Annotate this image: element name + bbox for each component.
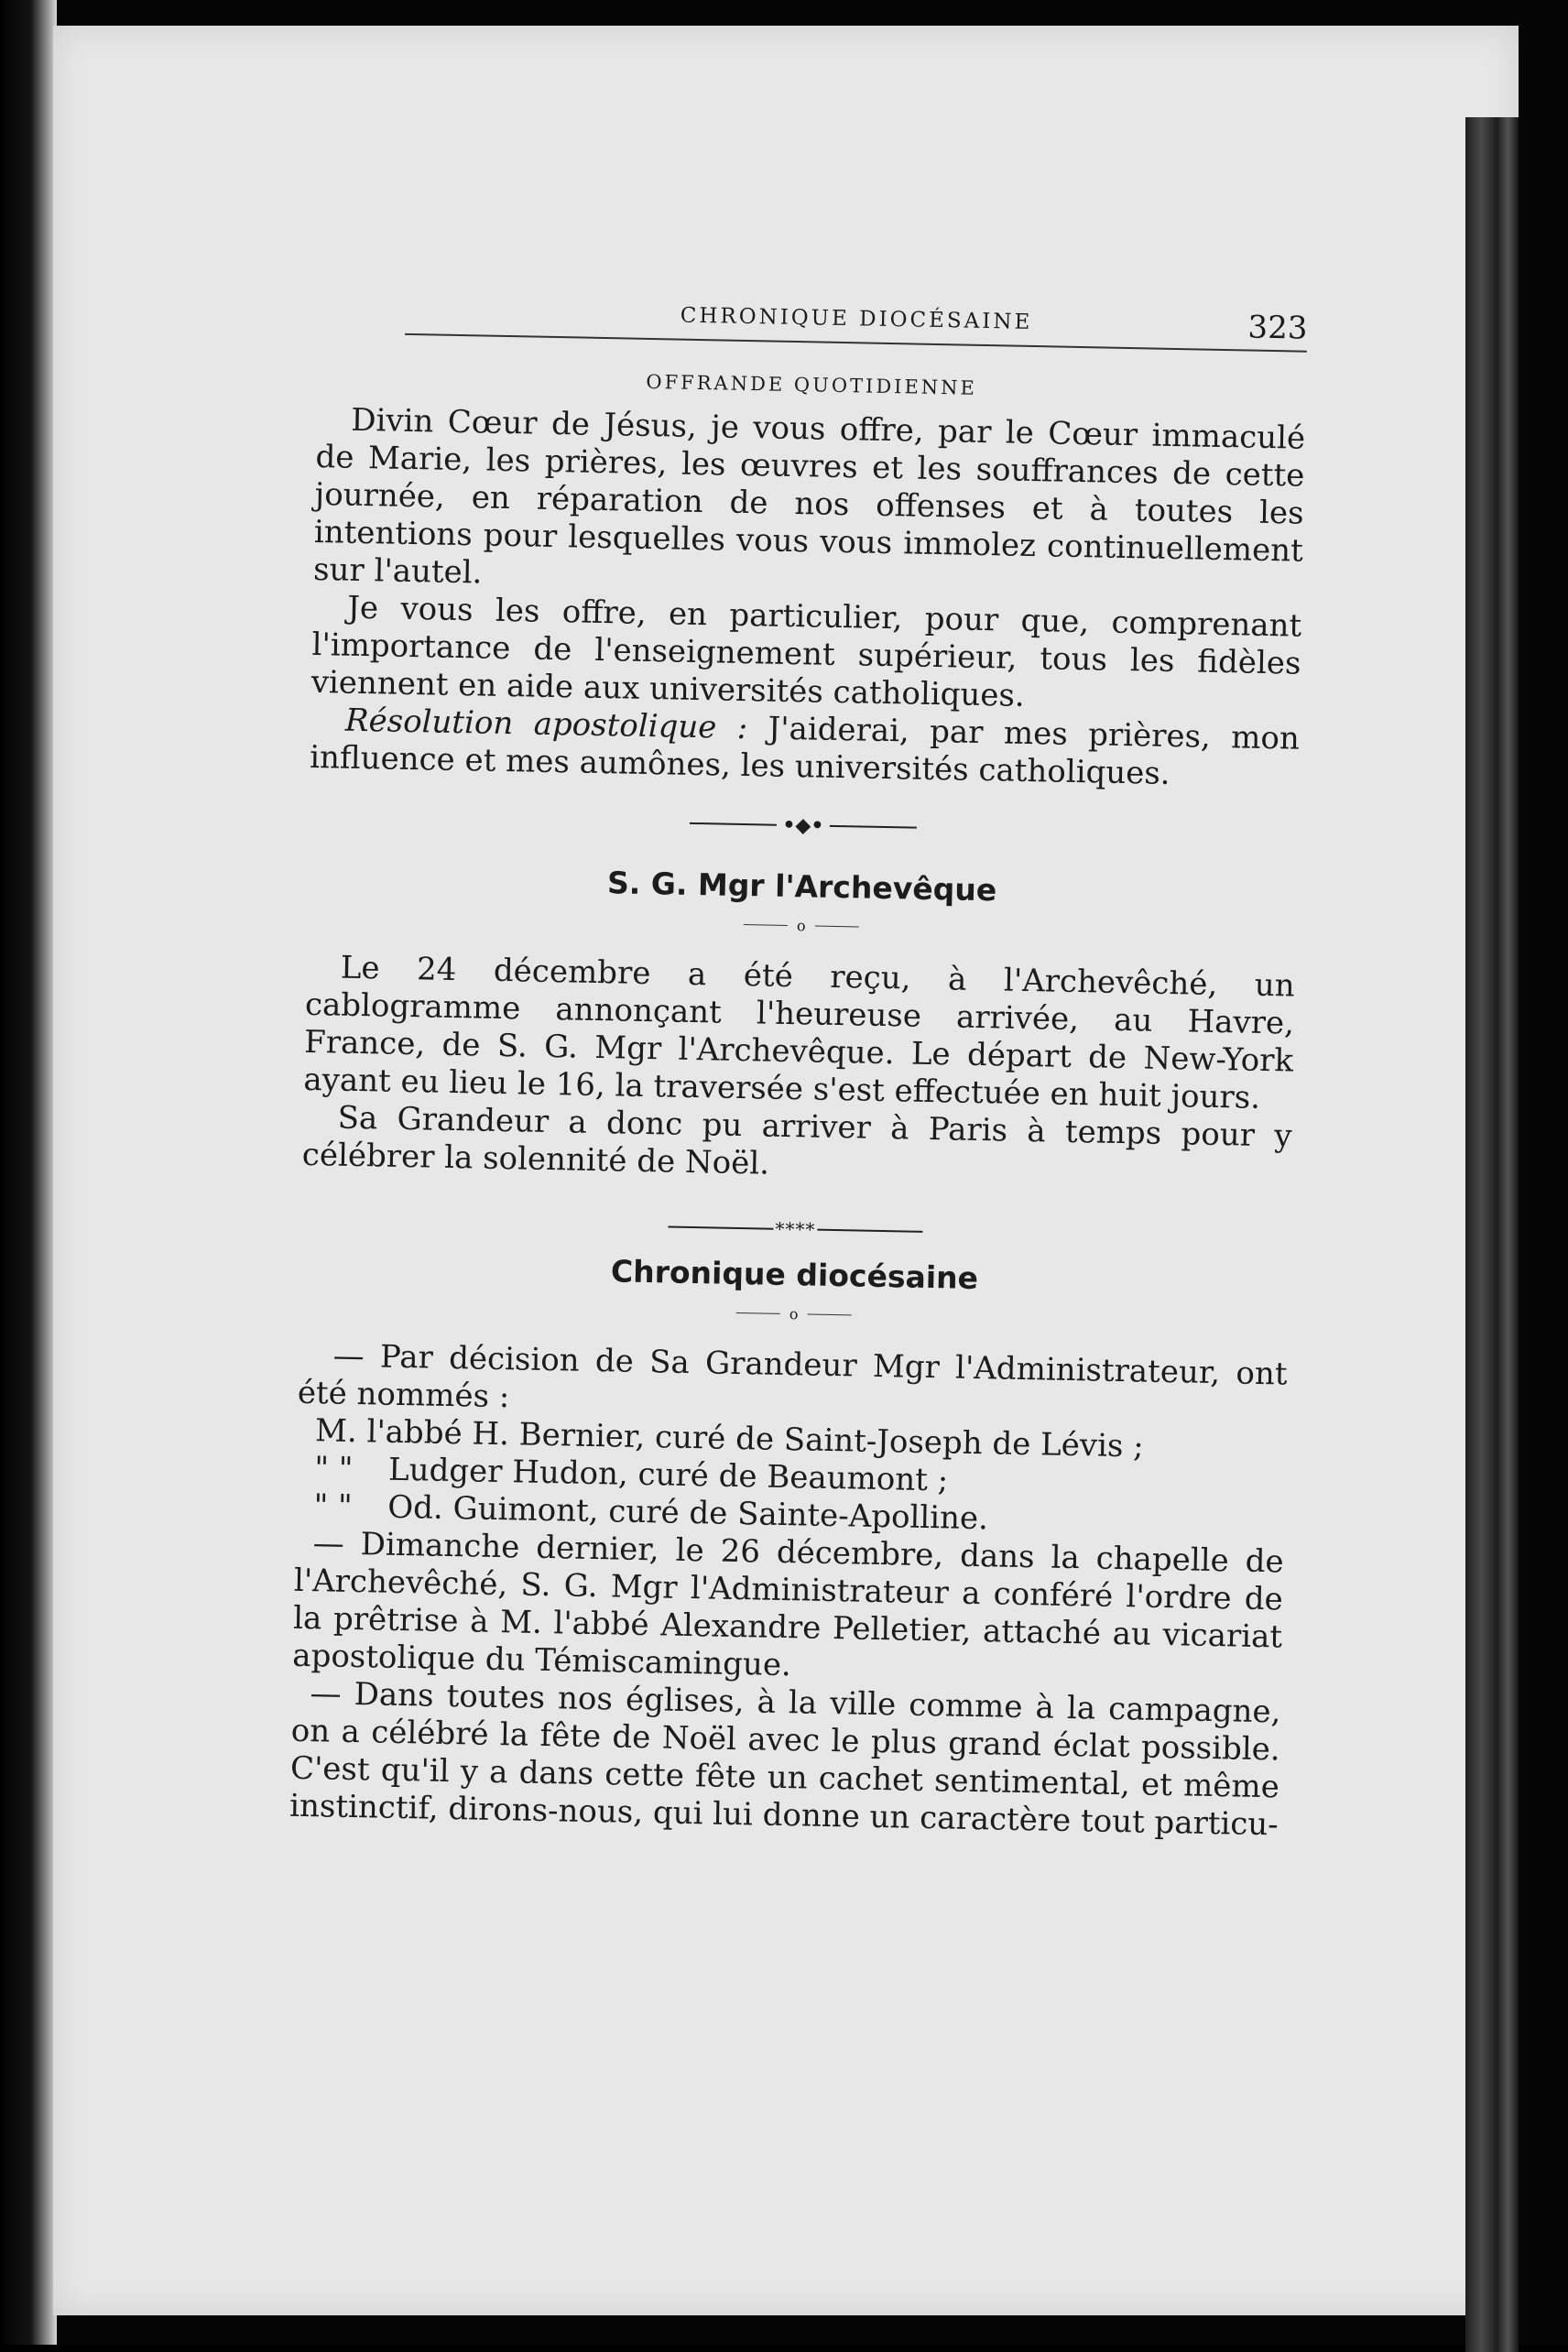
resolution-label: Résolution apostolique : [344, 702, 748, 747]
left-page-edge [0, 0, 57, 2345]
nominee-text: Od. Guimont, curé de Sainte-Apolline. [387, 1488, 989, 1538]
ornament-line-left [690, 822, 777, 826]
ornament-line-right [829, 825, 916, 829]
offrande-paragraph-1: Divin Cœur de Jésus, je vous offre, par le Cœur immaculé de Marie, les prières, les œuvres et les souffrances de cette journée, en réparation de nos offenses et à toutes les intentions pour lesquelles vous vous immolez continuellement sur l'autel. [312, 401, 1306, 592]
nominee-text: Ludger Hudon, curé de Beaumont ; [387, 1451, 949, 1499]
ornament-dots: •◆• [782, 812, 824, 838]
separator-o: o [789, 1305, 799, 1323]
ornament-divider [309, 804, 1298, 847]
text-block [286, 291, 1308, 2050]
stars: **** [775, 1217, 816, 1241]
chronique-title: Chronique diocésaine [610, 1253, 979, 1297]
page-stack-edge [1465, 117, 1519, 2352]
separator-o: o [796, 917, 806, 935]
nominee-prefix: " " [313, 1450, 354, 1487]
offrande-paragraph-2: Je vous les offre, en particulier, pour que, comprenant l'importance de l'enseignement supérieur, tous les fidèles viennent en aide aux universités catholiques. [310, 589, 1302, 714]
archeveque-paragraph-1: Le 24 décembre a été reçu, à l'Archevêché, un cablogramme annonçant l'heureuse arrivée, au Havre, France, de S. G. Mgr l'Archevêque. Le départ de New-York ayant eu lieu le 16, la traversée s'est effectuée en huit jours. [303, 949, 1296, 1116]
page-number: 323 [1247, 309, 1308, 347]
running-title: CHRONIQUE DIOCÉSAINE [680, 303, 1033, 334]
chronique-paragraph-2: — Dimanche dernier, le 26 décembre, dans la chapelle de l'Archevêché, S. G. Mgr l'Administrateur a conféré l'ordre de la prêtrise à M. l'abbé Alexandre Pelletier, attaché au vicariat apostolique du Témiscamingue. [292, 1525, 1284, 1684]
chronique-intro: — Par décision de Sa Grandeur Mgr l'Administrateur, ont été nommés : [297, 1337, 1288, 1416]
chronique-separator [299, 1296, 1289, 1333]
resolution-text: J'aiderai, par mes prières, mon influence et mes aumônes, les universités catholiques. [309, 710, 1301, 792]
nominee-prefix: M. l'abbé [314, 1412, 463, 1453]
archeveque-title: S. G. Mgr l'Archevêque [606, 865, 997, 909]
book-page [53, 26, 1519, 2315]
running-head [405, 293, 1308, 353]
chronique-paragraph-3: — Dans toutes nos églises, à la ville comme à la campagne, on a célébré la fête de Noël avec le plus grand éclat possible. C'est qu'il y a dans cette fête un cachet sentimental, et même instinctif, dirons-nous, qui lui donne un caractère tout particu- [289, 1675, 1281, 1844]
offrande-heading: OFFRANDE QUOTIDIENNE [646, 370, 978, 399]
stars-divider [300, 1209, 1290, 1250]
nominee-prefix: " " [313, 1487, 354, 1525]
nominee-text: H. Bernier, curé de Saint-Joseph de Lévis ; [472, 1415, 1145, 1465]
archeveque-separator [307, 908, 1296, 944]
archeveque-paragraph-2: Sa Grandeur a donc pu arriver à Paris à temps pour y célébrer la solennité de Noël. [301, 1099, 1292, 1182]
